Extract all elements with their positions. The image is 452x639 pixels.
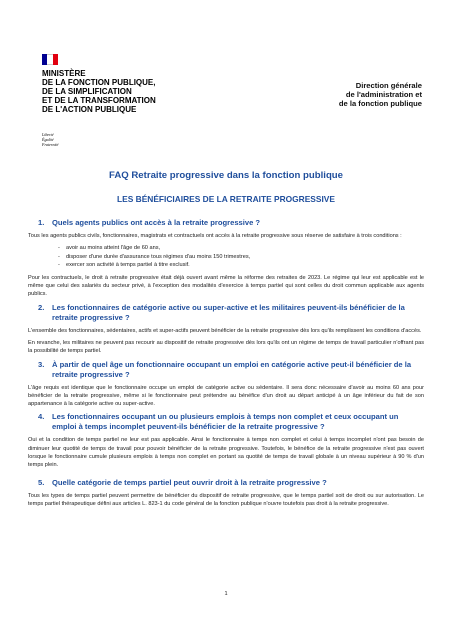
answer-paragraph: L'âge requis est identique que le fonctionnaire occupe un emploi de catégorie active ou sédentaire. Il sera donc nécessaire d'avoir au moins 60 ans pour bénéficier de la retraite progressive, même si le fonctionnaire peut prétendre au bénéfice d'un droit au départ anticipé à un âge inférieur du fait de son appartenance à la catégorie active ou super-active. [28, 384, 424, 408]
faq-question [28, 360, 424, 380]
list-item-text: disposer d'une durée d'assurance tous régimes d'au moins 150 trimestres, [66, 253, 251, 260]
list-item: - avoir au moins atteint l'âge de 60 ans, [58, 245, 161, 252]
republic-motto [42, 132, 58, 147]
ministry-name [42, 69, 192, 114]
question-number: 3. [38, 359, 45, 369]
motto-line: Fraternité [42, 142, 59, 147]
list-item-text: exercer son activité à temps partiel à titre exclusif. [66, 262, 190, 269]
list-item-text: avoir au moins atteint l'âge de 60 ans, [66, 245, 161, 252]
document-title: FAQ Retraite progressive dans la fonction publique [108, 170, 344, 181]
answer-paragraph: Oui et la condition de temps partiel ne leur est pas applicable. Ainsi le fonctionnaire à temps non complet et celui à temps incomplet n'ont pas besoin de diminuer leur quotité de temps de travail pour pouvoir bénéficier de la retraite progressive. Toutefois, le bénéfice de la retraite progressive n'est pas ouvert lorsque le fonctionnaire cumule plusieurs emplois à temps non complet en portant sa quotité de temps de travail globale à un niveau supérieur à 90 % d'un temps plein. [28, 437, 424, 469]
list-item: - disposer d'une durée d'assurance tous régimes d'au moins 150 trimestres, [58, 253, 251, 260]
question-text: Les fonctionnaires de catégorie active ou super-active et les militaires peuvent-ils bénéficier de la retraite progressive ? [52, 302, 405, 322]
dgafp-line: de la fonction publique [338, 99, 422, 108]
question-text: Quelle catégorie de temps partiel peut ouvrir droit à la retraite progressive ? [52, 477, 327, 487]
ministry-line: DE LA SIMPLIFICATION [42, 87, 132, 96]
answer-paragraph: Tous les agents publics civils, fonctionnaires, magistrats et contractuels ont accès à la retraite progressive sous réserve de satisfaire à trois conditions : [28, 233, 402, 239]
faq-question [28, 218, 424, 228]
faq-question [28, 478, 424, 488]
conditions-list [28, 244, 424, 270]
answer-paragraph: Tous les types de temps partiel peuvent permettre de bénéficier du dispositif de retraite progressive, que le temps partiel soit de droit ou sur autorisation. Le temps partiel thérapeutique défini aux articles L. 823-1 du code général de la fonction publique n'ouvre toutefois pas droit à la retraite progressive. [28, 492, 424, 507]
ministry-line: DE L'ACTION PUBLIQUE [42, 105, 137, 114]
answer-paragraph: L'ensemble des fonctionnaires, sédentaires, actifs et super-actifs peuvent bénéficier de la retraite progressive dès lors qu'ils remplissent les conditions d'accès. [28, 327, 422, 334]
question-number: 1. [38, 218, 45, 227]
faq-question [28, 412, 424, 432]
answer-paragraph: Pour les contractuels, le droit à retraite progressive était déjà ouvert avant même la réforme des retraites de 2023. Le régime qui leur est applicable est le même que celui des salariés du secteur privé, à l'exception des modalités d'exercice à temps partiel qui sont celles du droit commun applicable aux agents publics. [28, 274, 424, 298]
ministry-line: ET DE LA TRANSFORMATION [42, 96, 156, 105]
question-number: 4. [38, 412, 45, 422]
french-flag-logo [42, 54, 58, 65]
answer-paragraph: En revanche, les militaires ne peuvent pas recourir au dispositif de retraite progressive dès lors qu'ils ont un régime de temps de travail particulier n'offrant pas la possibilité de temps partiel. [28, 339, 424, 355]
question-number: 2. [38, 302, 45, 312]
document-subtitle: LES BÉNÉFICIAIRES DE LA RETRAITE PROGRESSIVE [117, 194, 335, 204]
faq-question [28, 303, 424, 323]
motto-line: Liberté [42, 132, 54, 137]
question-text: Les fonctionnaires occupant un ou plusieurs emplois à temps non complet et ceux occupant un emploi à temps incomplet peuvent-ils bénéficier de la retraite progressive ? [52, 412, 399, 432]
dgafp-line: Direction générale [355, 81, 422, 90]
dgafp-line: de l'administration et [345, 90, 422, 99]
faq-content [28, 218, 424, 512]
question-text: À partir de quel âge un fonctionnaire occupant un emploi en catégorie active peut-il bénéficier de la retraite progressive ? [52, 359, 412, 379]
question-number: 5. [38, 477, 45, 487]
list-item: - exercer son activité à temps partiel à titre exclusif. [58, 262, 190, 269]
question-text: Quels agents publics ont accès à la retraite progressive ? [52, 218, 261, 227]
dgafp-name [339, 81, 422, 108]
ministry-line: MINISTÈRE [42, 69, 86, 78]
motto-line: Égalité [42, 137, 54, 142]
ministry-line: DE LA FONCTION PUBLIQUE, [42, 78, 156, 87]
page-number: 1 [224, 591, 228, 597]
